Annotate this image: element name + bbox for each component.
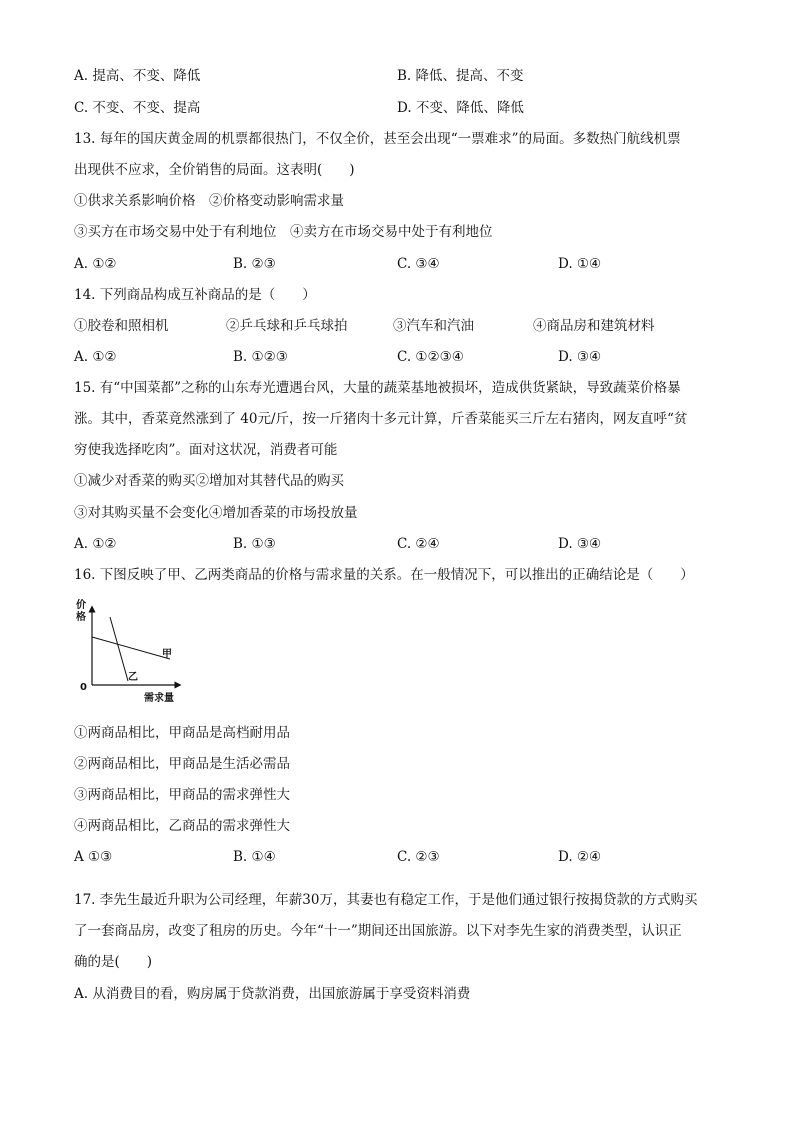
q16-option-a: A ①③ (74, 849, 113, 865)
q14-option-d: D. ③④ (558, 349, 602, 365)
q14-statement-3: ③汽车和汽油 (393, 318, 474, 334)
q16-option-b: B. ①④ (233, 849, 276, 865)
q12-option-a: A. 提高、不变、降低 (74, 68, 201, 84)
q15-option-b: B. ①③ (233, 536, 276, 552)
q13-statements-1: ①供求关系影响价格 ②价格变动影响需求量 (74, 193, 344, 209)
q14-statement-4: ④商品房和建筑材料 (533, 318, 655, 334)
q16-statement-2: ②两商品相比，甲商品是生活必需品 (74, 756, 290, 772)
q15-option-a: A. ①② (74, 536, 117, 552)
line-jia-label: 甲 (162, 649, 172, 660)
line-yi (110, 617, 128, 681)
q15-statements-2: ③对其购买量不会变化④增加香菜的市场投放量 (74, 505, 358, 521)
q17-stem-line1: 17. 李先生最近升职为公司经理，年薪30万，其妻也有稳定工作，于是他们通过银行按揭贷款的方式购买 (74, 892, 698, 908)
q12-option-b: B. 降低、提高、不变 (397, 68, 524, 84)
y-axis-label-2: 格 (76, 612, 86, 623)
q15-option-c: C. ②④ (397, 536, 440, 552)
q13-option-a: A. ①② (74, 256, 117, 272)
q13-stem-line2: 出现供不应求，全价销售的局面。这表明( ) (74, 162, 355, 178)
q17-stem-line2: 了一套商品房，改变了租房的历史。今年“十一”期间还出国旅游。以下对李先生家的消费类型，认识正 (74, 923, 682, 939)
y-axis-label-1: 价 (76, 600, 86, 611)
q16-option-c: C. ②③ (397, 849, 440, 865)
q16-stem: 16. 下图反映了甲、乙两类商品的价格与需求量的关系。在一般情况下，可以推出的正确结论是（ ） (74, 567, 694, 583)
q14-statement-2: ②乒乓球和乒乓球拍 (226, 318, 348, 334)
line-yi-label: 乙 (128, 672, 138, 683)
q15-stem-line3: 穷使我选择吃肉”。面对这状况，消费者可能 (74, 442, 338, 458)
origin-label: 0 (80, 682, 87, 693)
q13-statements-2: ③买方在市场交易中处于有利地位 ④卖方在市场交易中处于有利地位 (74, 224, 493, 240)
q13-stem-line1: 13. 每年的国庆黄金周的机票都很热门，不仅全价，甚至会出现“一票难求”的局面。多数热门航线机票 (74, 131, 681, 147)
q16-option-d: D. ②④ (558, 849, 602, 865)
q14-option-c: C. ①②③④ (397, 349, 464, 365)
q15-option-d: D. ③④ (558, 536, 602, 552)
q15-stem-line1: 15. 有“中国菜都”之称的山东寿光遭遇台风，大量的蔬菜基地被损坏，造成供货紧缺，导致蔬菜价格暴 (74, 380, 681, 396)
q13-option-b: B. ②③ (233, 256, 276, 272)
q12-option-c: C. 不变、不变、提高 (74, 100, 201, 116)
q15-stem-line2: 涨。其中，香菜竟然涨到了 40元/斤，按一斤猪肉十多元计算，斤香菜能买三斤左右猪肉，网友直呼“贫 (74, 411, 688, 427)
q14-option-a: A. ①② (74, 349, 117, 365)
price-demand-graph (74, 597, 194, 707)
q14-statement-1: ①胶卷和照相机 (74, 318, 169, 334)
x-axis-label: 需求量 (144, 693, 174, 704)
q16-statement-4: ④两商品相比，乙商品的需求弹性大 (74, 818, 290, 834)
q16-statement-3: ③两商品相比，甲商品的需求弹性大 (74, 787, 290, 803)
q15-statements-1: ①减少对香菜的购买②增加对其替代品的购买 (74, 473, 344, 489)
q17-option-a: A. 从消费目的看，购房属于贷款消费，出国旅游属于享受资料消费 (74, 986, 471, 1002)
q13-option-c: C. ③④ (397, 256, 440, 272)
q13-option-d: D. ①④ (558, 256, 602, 272)
line-jia (92, 637, 170, 659)
q14-stem: 14. 下列商品构成互补商品的是（ ） (74, 287, 316, 303)
q12-option-d: D. 不变、降低、降低 (397, 100, 524, 116)
q17-stem-line3: 确的是( ) (74, 954, 153, 970)
q16-statement-1: ①两商品相比，甲商品是高档耐用品 (74, 725, 290, 741)
q14-option-b: B. ①②③ (233, 349, 288, 365)
